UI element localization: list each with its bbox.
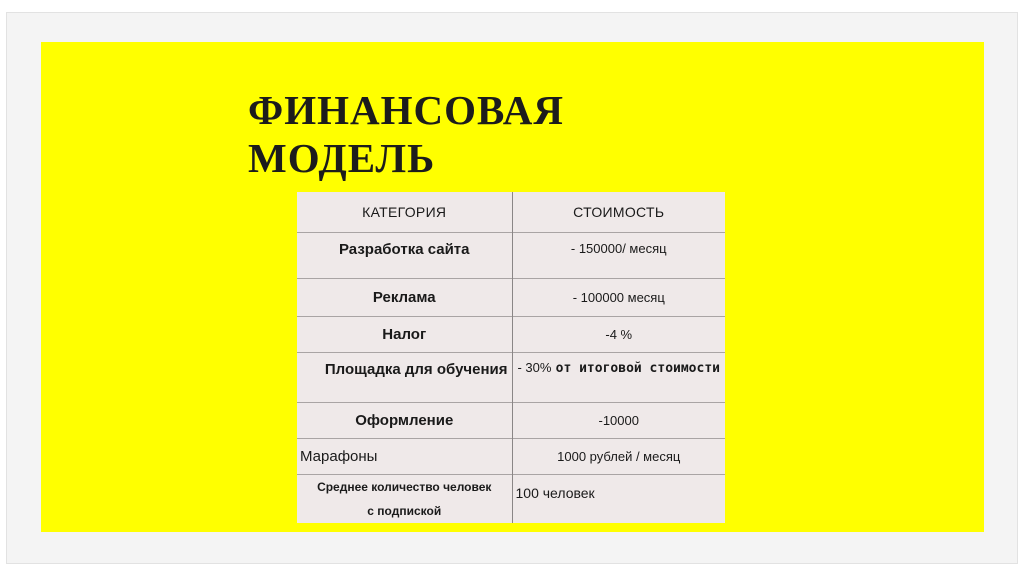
table-row xyxy=(297,438,725,474)
table-row xyxy=(297,316,725,352)
header-category: КАТЕГОРИЯ xyxy=(297,192,512,232)
row-category: Реклама xyxy=(297,278,512,316)
row-category-line-2: с подпиской xyxy=(367,503,442,518)
row-category: Площадка для обучения xyxy=(297,352,512,402)
table-row xyxy=(297,352,725,402)
financial-model-table xyxy=(297,192,725,523)
slide-title xyxy=(248,86,564,182)
row-category xyxy=(297,474,512,523)
row-category: Марафоны xyxy=(297,438,512,474)
row-cost-bold: от итоговой стоимости xyxy=(555,360,720,376)
row-cost: 100 человек xyxy=(512,474,725,523)
header-cost: СТОИМОСТЬ xyxy=(573,203,665,220)
table-row xyxy=(297,474,725,523)
title-line-2: МОДЕЛЬ xyxy=(248,135,436,181)
title-line-1: ФИНАНСОВАЯ xyxy=(248,87,564,133)
table-row xyxy=(297,278,725,316)
row-category: Оформление xyxy=(297,402,512,438)
row-cost: 1000 рублей / месяц xyxy=(512,438,725,474)
table-row xyxy=(297,402,725,438)
row-category-line-1: Среднее количество человек xyxy=(317,479,492,494)
table-header-row xyxy=(297,192,725,232)
row-cost: - 150000/ месяц xyxy=(512,232,725,278)
row-category: Разработка сайта xyxy=(297,232,512,278)
row-cost: -4 % xyxy=(512,316,725,352)
row-cost xyxy=(512,352,725,402)
row-cost-prefix: - 30% xyxy=(517,359,552,375)
row-cost: - 100000 месяц xyxy=(512,278,725,316)
table-row xyxy=(297,232,725,278)
row-category: Налог xyxy=(297,316,512,352)
row-cost: -10000 xyxy=(512,402,725,438)
